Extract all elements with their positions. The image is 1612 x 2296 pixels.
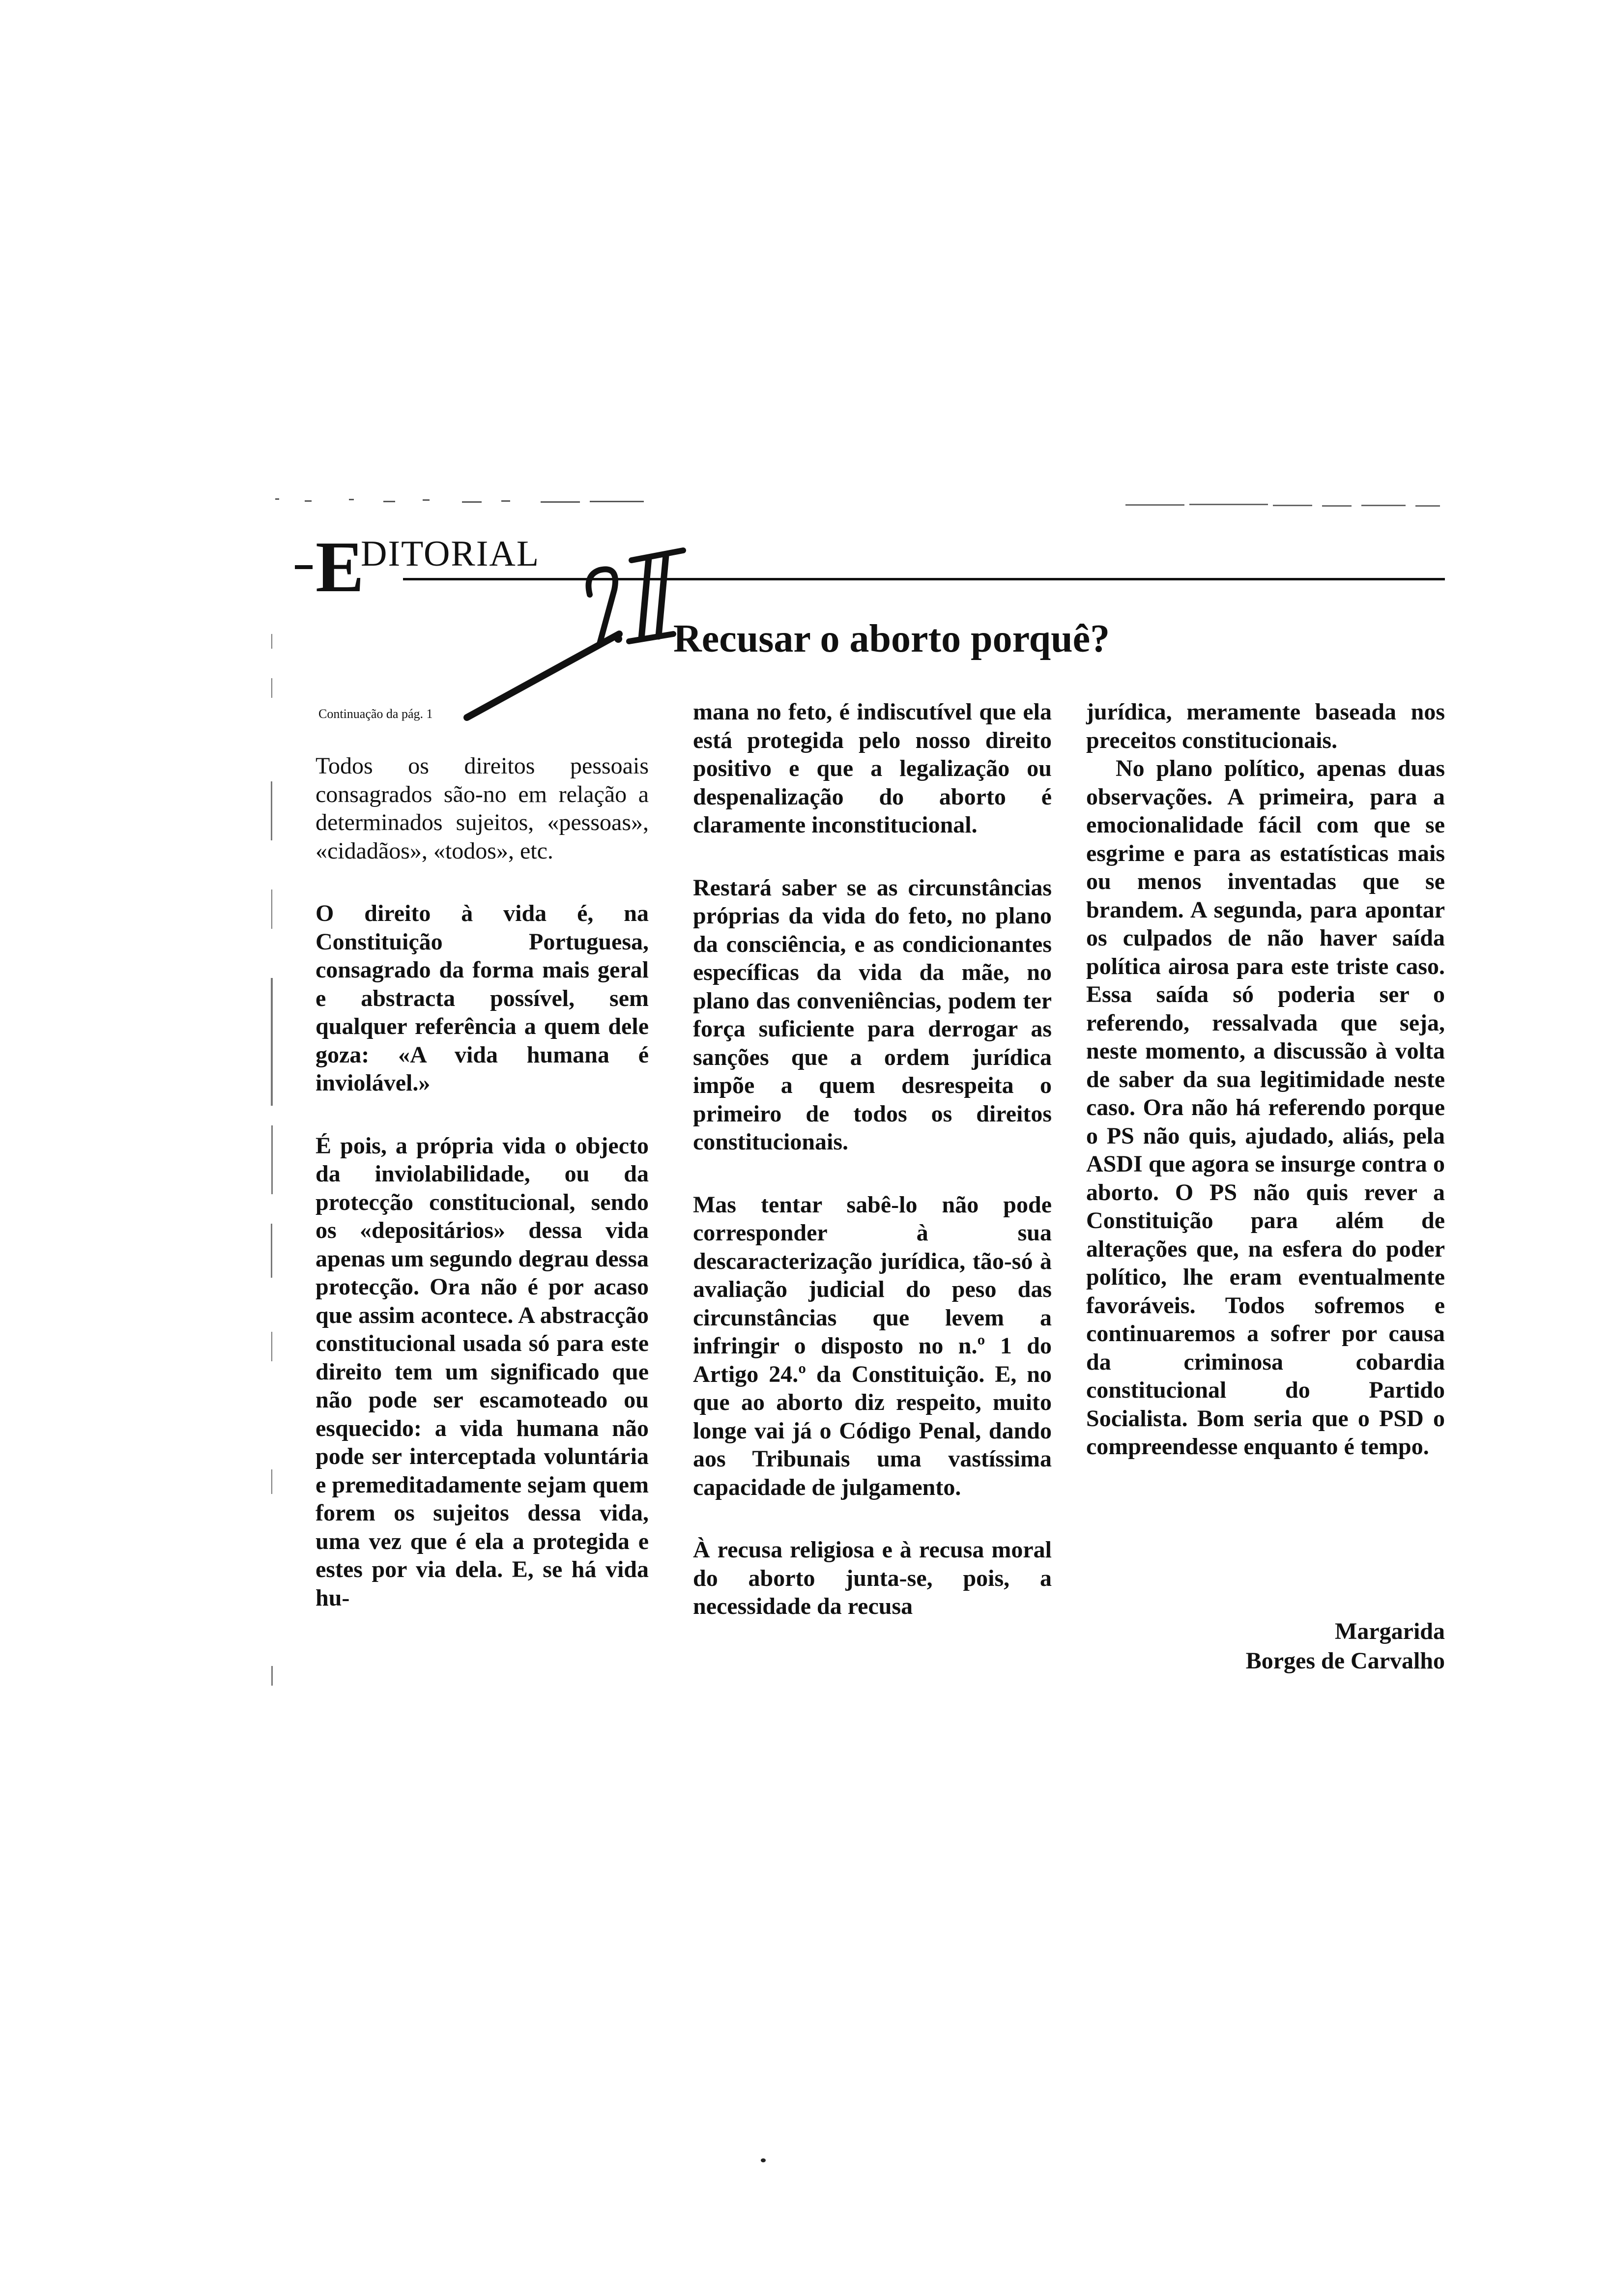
article-column-3	[1086, 698, 1445, 1461]
article-column-2	[693, 698, 1052, 1621]
paragraph: É pois, a própria vida o objecto da inviolabilidade, ou da protecção constitucional, sendo os «depositários» dessa vida apenas um segundo degrau dessa protecção. Ora não é por acaso que assim acontece. A abstracção constitucional usada só para este direito tem um significado que não pode ser escamoteado ou esquecido: a vida humana não pode ser interceptada voluntária e premeditadamente sejam quem forem os sujeitos dessa vida, uma vez que é ela a protegida e estes por via dela. E, se há vida hu-	[316, 1132, 649, 1611]
author-surname: Borges de Carvalho	[1245, 1648, 1445, 1674]
article-column-1	[316, 752, 649, 1612]
paragraph: Todos os direitos pessoais consagrados são-no em relação a determinados sujeitos, «pessoas», «cidadãos», «todos», etc.	[316, 753, 649, 864]
author-signature	[1199, 1617, 1445, 1676]
scan-specks-right	[1125, 501, 1445, 509]
paragraph: À recusa religiosa e à recusa moral do aborto junta-se, pois, a necessidade da recusa	[693, 1537, 1052, 1619]
paragraph: No plano político, apenas duas observações. A primeira, para a emocionalidade fácil com que se esgrime e para as estatísticas mais ou menos inventadas que se brandem. A segunda, para apontar os culpados de não haver saída política airosa para este triste caso. Essa saída só poderia ser o referendo, ressalvada que seja, neste momento, a discussão à volta de saber da sua legitimidade neste caso. Ora não há referendo porque o PS não quis, ajudado, aliás, pela ASDI que agora se insurge contra o aborto. O PS não quis rever a Constituição para além de alterações que, na esfera do poder político, lhe eram eventualmente favoráveis. Todos sofremos e continuaremos a sofrer por causa da criminosa cobardia constitucional do Partido Socialista. Bom seria que o PSD o compreendesse enquanto é tempo.	[1086, 755, 1445, 1460]
masthead-title: DITORIAL	[361, 534, 540, 574]
masthead-initial: E	[316, 527, 364, 607]
author-first-name: Margarida	[1335, 1618, 1445, 1644]
paragraph: O direito à vida é, na Constituição Portuguesa, consagrado da forma mais geral e abstracta possível, sem qualquer referência a quem dele goza: «A vida humana é inviolável.»	[316, 900, 649, 1096]
masthead-dash	[295, 565, 313, 569]
headline: Recusar o aborto porquê?	[673, 617, 1110, 660]
margin-scan-marks	[270, 634, 273, 1691]
paragraph: mana no feto, é indiscutível que ela está protegida pelo nosso direito positivo e que a legalização ou despenalização do aborto é claramente inconstitucional.	[693, 699, 1052, 838]
paragraph: Restará saber se as circunstâncias próprias da vida do feto, no plano da consciência, e as condicionantes específicas da vida da mãe, no plano das conveniências, podem ter força suficiente para derrogar as sanções que a ordem jurídica impõe a quem desrespeita o primeiro de todos os direitos constitucionais.	[693, 874, 1052, 1155]
continuation-note: Continuação da pág. 1	[318, 707, 433, 721]
scan-speck	[761, 2158, 766, 2162]
scan-specks-left	[275, 496, 649, 504]
paragraph: jurídica, meramente baseada nos preceitos constitucionais.	[1086, 699, 1445, 753]
paragraph: Mas tentar sabê-lo não pode corresponder à sua descaracterização jurídica, tão-só à avaliação judicial do peso das circunstâncias que levem a infringir o disposto no n.º 1 do Artigo 24.º da Constituição. E, no que ao aborto diz respeito, muito longe vai já o Código Penal, dando aos Tribunais uma vastíssima capacidade de julgamento.	[693, 1191, 1052, 1500]
